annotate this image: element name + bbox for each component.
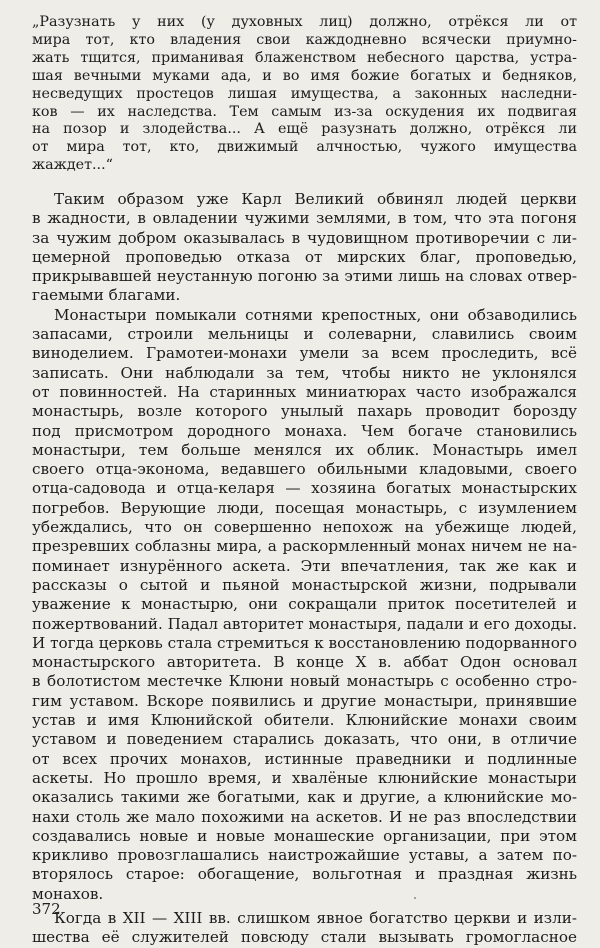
text-line: рассказы о сытой и пьяной монастырской жизни, подрывали [32, 575, 577, 594]
text-line: монастырского авторитета. В конце X в. аббат Одон основал [32, 653, 577, 672]
text-line: пожертвований. Падал авторитет монастыря, падали и его доходы. [32, 614, 578, 633]
text-line: Монастыри помыкали сотнями крепостных, они обзаводились [54, 305, 577, 324]
text-line: поминает изнурённого аскета. Эти впечатления, так же как и [32, 556, 577, 575]
text-line: гим уставом. Вскоре появились и другие монастыри, принявшие [32, 691, 577, 710]
quoted-text [32, 14, 577, 175]
text-line: Таким образом уже Карл Великий обвинял людей церкви [54, 190, 577, 208]
quote-line: на позор и злодейства... А ещё разузнать должно, отрёкся ли [32, 121, 577, 138]
body-text [32, 190, 577, 948]
text-line: создавались новые и новые монашеские организации, при этом [32, 826, 577, 845]
text-line: И тогда церковь стала стремиться к восстановлению подорванного [32, 633, 578, 652]
text-line: убеждались, что он совершенно непохож на убежище людей, [32, 518, 577, 537]
quote-line: жаждет...“ [32, 157, 113, 174]
print-speck [414, 897, 416, 899]
paragraph [32, 909, 577, 948]
text-line: аскеты. Но прошло время, и хвалёные клюнийские монастыри [32, 768, 577, 787]
quote-line: несведущих простецов лишая имущества, а законных наследни- [32, 85, 577, 102]
text-line: уставом и поведением старались доказать, что они, в отличие [32, 730, 577, 749]
text-line: за чужим добром оказывалась в чудовищном противоречии с ли- [32, 228, 577, 247]
text-line: записать. Они наблюдали за тем, чтобы никто не уклонялся [32, 363, 577, 382]
text-line: крикливо провозглашались наистрожайшие уставы, а затем по- [32, 846, 577, 865]
text-line: от всех прочих монахов, истинные праведники и подлинные [32, 749, 577, 768]
text-line: от повинностей. На старинных миниатюрах часто изображался [32, 382, 577, 401]
page-number: 372 [32, 900, 61, 918]
quote-line: „Разузнать у них (у духовных лиц) должно, отрёкся ли от [32, 14, 577, 30]
quote-line: жать тщится, приманивая блаженством небесного царства, устра- [32, 49, 577, 66]
text-line: цемерной проповедью отказа от мирских благ, проповедью, [32, 247, 577, 266]
text-line: презревших соблазны мира, а раскормленный монах ничем не на- [32, 537, 577, 556]
paragraph [32, 190, 577, 306]
text-line: запасами, строили мельницы и солеварни, славились своим [32, 325, 577, 344]
paragraph [32, 306, 577, 904]
text-line: нахи столь же мало похожими на аскетов. И не раз впоследствии [32, 807, 577, 826]
text-line: шества её служителей повсюду стали вызывать громогласное [32, 928, 577, 947]
quote-line: ков — их наследства. Тем самым из-за оскудения их подвигая [32, 103, 577, 120]
quote-line: шая вечными муками ада, и во имя божие богатых и бедняков, [32, 67, 577, 84]
text-line: устав и имя Клюнийской обители. Клюнийские монахи своим [32, 711, 577, 730]
text-line: вторялось старое: обогащение, вольготная и праздная жизнь [32, 865, 577, 884]
text-line: виноделием. Грамотеи-монахи умели за всем проследить, всё [32, 344, 577, 363]
text-line: уважение к монастырю, они сокращали приток посетителей и [32, 595, 577, 614]
text-line: своего отца-эконома, ведавшего обильными кладовыми, своего [32, 460, 577, 479]
text-line: погребов. Верующие люди, посещая монастырь, с изумлением [32, 498, 577, 517]
text-line: монастыри, тем больше менялся их облик. Монастырь имел [32, 440, 577, 459]
text-line: под присмотром дородного монаха. Чем богаче становились [32, 421, 577, 440]
text-line: оказались такими же богатыми, как и другие, а клюнийские мо- [32, 788, 577, 807]
quote-line: мира тот, кто владения свои каждодневно всячески приумно- [32, 31, 577, 48]
text-line: в болотистом местечке Клюни новый монастырь с особенно стро- [32, 672, 577, 691]
text-line: монастырь, возле которого унылый пахарь проводит борозду [32, 402, 577, 421]
quote-line: от мира тот, кто, движимый алчностью, чужого имущества [32, 139, 577, 156]
text-line: гаемыми благами. [32, 286, 181, 305]
text-line: отца-садовода и отца-келаря — хозяина богатых монастырских [32, 479, 577, 498]
text-line: Когда в XII — XIII вв. слишком явное богатство церкви и изли- [54, 908, 577, 927]
text-line: монахов. [32, 884, 104, 903]
text-line: прикрывавшей неустанную погоню за этими лишь на словах отвер- [32, 267, 577, 286]
text-line: в жадности, в овладении чужими землями, в том, что эта погоня [32, 209, 577, 228]
